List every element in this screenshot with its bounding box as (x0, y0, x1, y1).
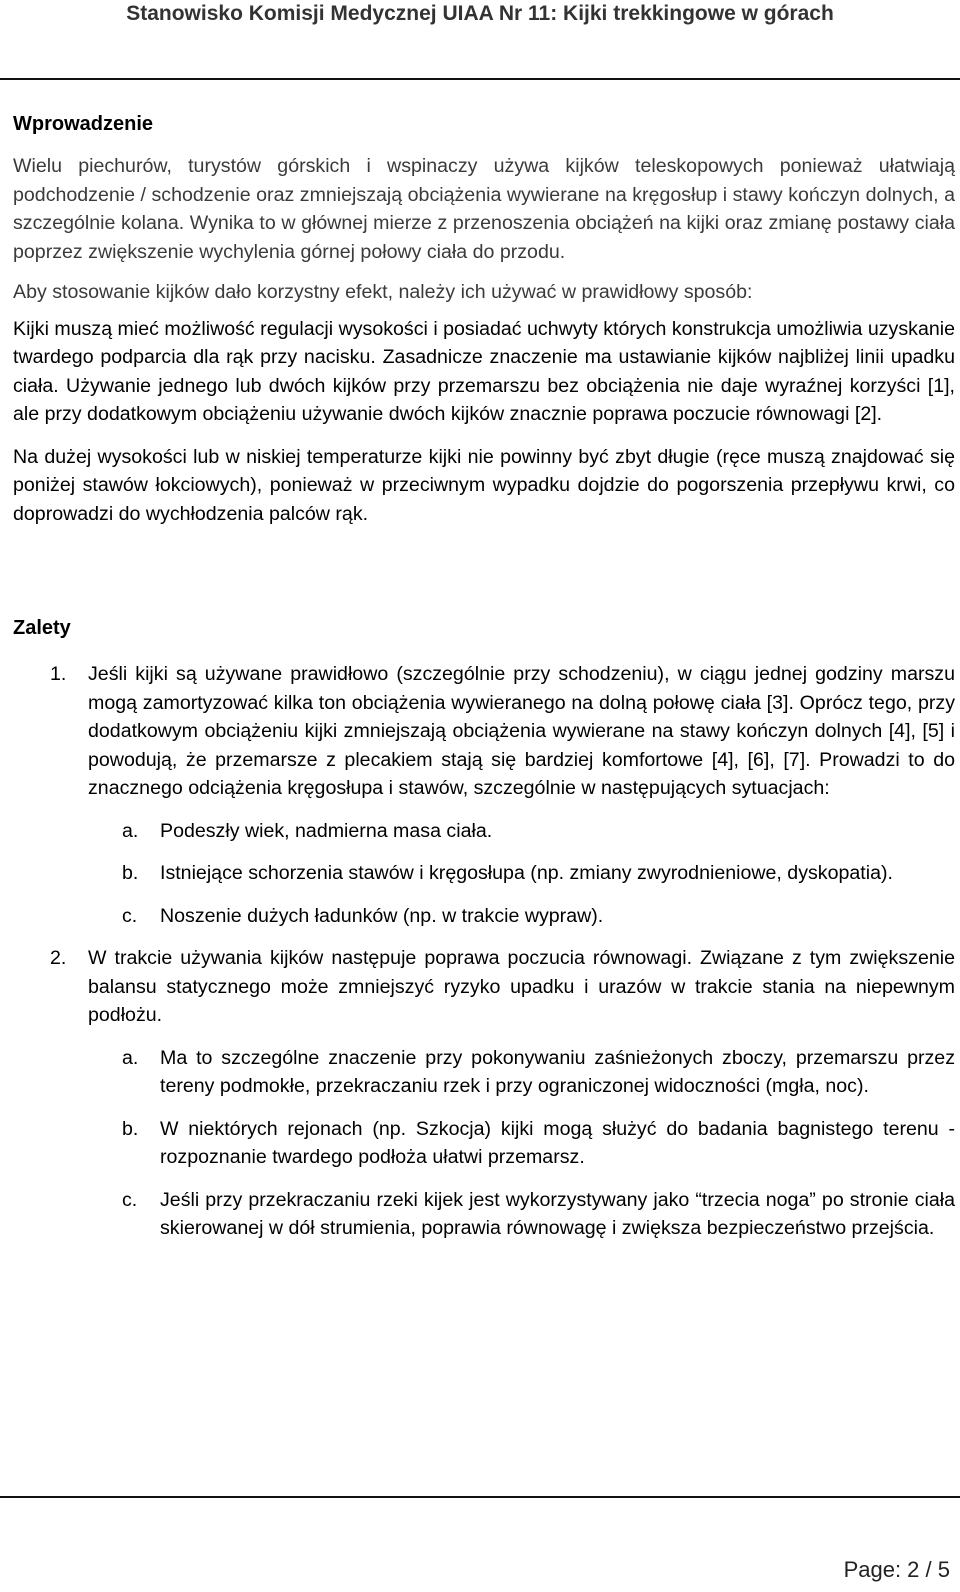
sub-list (88, 817, 955, 931)
page-number: Page: 2 / 5 (843, 1557, 950, 1582)
sub-list-marker: a. (122, 819, 139, 842)
intro-paragraph-2: Aby stosowanie kijków dało korzystny efekt, należy ich używać w prawidłowy sposób: (13, 281, 753, 303)
section-heading-intro: Wprowadzenie (13, 113, 154, 135)
document-body (13, 110, 955, 1257)
list-item (13, 660, 955, 930)
sub-list-item-text: Istniejące schorzenia stawów i kręgosłupa (np. zmiany zwyrodnieniowe, dyskopatia). (160, 862, 893, 884)
sub-list-item-text: Podeszły wiek, nadmierna masa ciała. (160, 819, 493, 842)
sub-list-marker: c. (122, 1188, 138, 1211)
list-item-text: W trakcie używania kijków następuje poprawa poczucia równowagi. Związane z tym zwiększenie balansu statycznego może zmniejszyć ryzyko upadku i urazów w trakcie stania na niepewnym podłożu. (88, 947, 955, 1026)
sub-list-item (88, 817, 955, 846)
sub-list (88, 1044, 955, 1243)
list-item (13, 944, 955, 1243)
intro-paragraph-3: Kijki muszą mieć możliwość regulacji wysokości i posiadać uchwyty których konstrukcja umożliwia uzyskanie twardego podparcia dla rąk przy nacisku. Zasadnicze znaczenie ma ustawianie kijków najbliżej linii upadku ciała. Używanie jednego lub dwóch kijków przy przemarszu bez obciążenia nie daje wyraźnej korzyści [1], ale przy dodatkowym obciążeniu używanie dwóch kijków znacznie poprawa poczucie równowagi [2]. (13, 317, 955, 425)
intro-paragraph-4: Na dużej wysokości lub w niskiej temperaturze kijki nie powinny być zbyt długie (ręce muszą znajdować się poniżej stawów łokciowych), ponieważ w przeciwnym wypadku dojdzie do pogorszenia przepływu krwi, co doprowadzi do wychłodzenia palców rąk. (13, 445, 955, 525)
section-heading-advantages: Zalety (13, 617, 71, 639)
advantages-list (13, 660, 955, 1243)
sub-list-item-text: Ma to szczególne znaczenie przy pokonywaniu zaśnieżonych zboczy, przemarszu przez tereny podmokłe, przekraczaniu rzek i przy ograniczonej widoczności (mgła, noc). (160, 1046, 955, 1097)
footer-divider (0, 1496, 960, 1498)
sub-list-marker: b. (122, 862, 139, 884)
list-marker: 1. (50, 663, 67, 685)
sub-list-marker: a. (122, 1046, 139, 1069)
sub-list-item-text: W niektórych rejonach (np. Szkocja) kijki mogą służyć do badania bagnistego terenu - rozpoznanie twardego podłoża ułatwi przemarsz. (160, 1117, 955, 1168)
sub-list-item-text: Jeśli przy przekraczaniu rzeki kijek jest wykorzystywany jako “trzecia noga” po stronie ciała skierowanej w dół strumienia, poprawia równowagę i zwiększa bezpieczeństwo przejścia. (160, 1188, 955, 1239)
sub-list-marker: c. (122, 904, 138, 927)
list-marker: 2. (50, 947, 67, 969)
sub-list-item-text: Noszenie dużych ładunków (np. w trakcie wypraw). (160, 904, 604, 927)
sub-list-marker: b. (122, 1117, 139, 1140)
list-item-text: Jeśli kijki są używane prawidłowo (szczególnie przy schodzeniu), w ciągu jednej godziny marszu mogą zamortyzować kilka ton obciążenia wywieranego na dolną połowę ciała [3]. Oprócz tego, przy dodatkowym obciążeniu kijki zmniejszają obciążenia wywierane na stawy kończyn dolnych [4], [5] i powodują, że przemarsze z plecakiem stają się bardziej komfortowe [4], [6], [7]. Prowadzi to do znacznego odciążenia kręgosłupa i stawów, szczególnie w następujących sytuacjach: (88, 663, 955, 799)
intro-paragraph-1: Wielu piechurów, turystów górskich i wspinaczy używa kijków teleskopowych ponieważ ułatwiają podchodzenie / schodzenie oraz zmniejszają obciążenia wywierane na kręgosłup i stawy kończyn dolnych, a szczególnie kolana. Wynika to w głównej mierze z przenoszenia obciążeń na kijki oraz zmianę postawy ciała poprzez zwiększenie wychylenia górnej połowy ciała do przodu. (13, 155, 955, 263)
sub-list-item (88, 1044, 955, 1101)
sub-list-item (88, 859, 955, 888)
page-header (0, 0, 960, 40)
document-title: Stanowisko Komisji Medycznej UIAA Nr 11: Kijki trekkingowe w górach (126, 2, 834, 25)
sub-list-item (88, 902, 955, 931)
sub-list-item (88, 1115, 955, 1172)
header-divider (0, 78, 960, 80)
sub-list-item (88, 1186, 955, 1243)
